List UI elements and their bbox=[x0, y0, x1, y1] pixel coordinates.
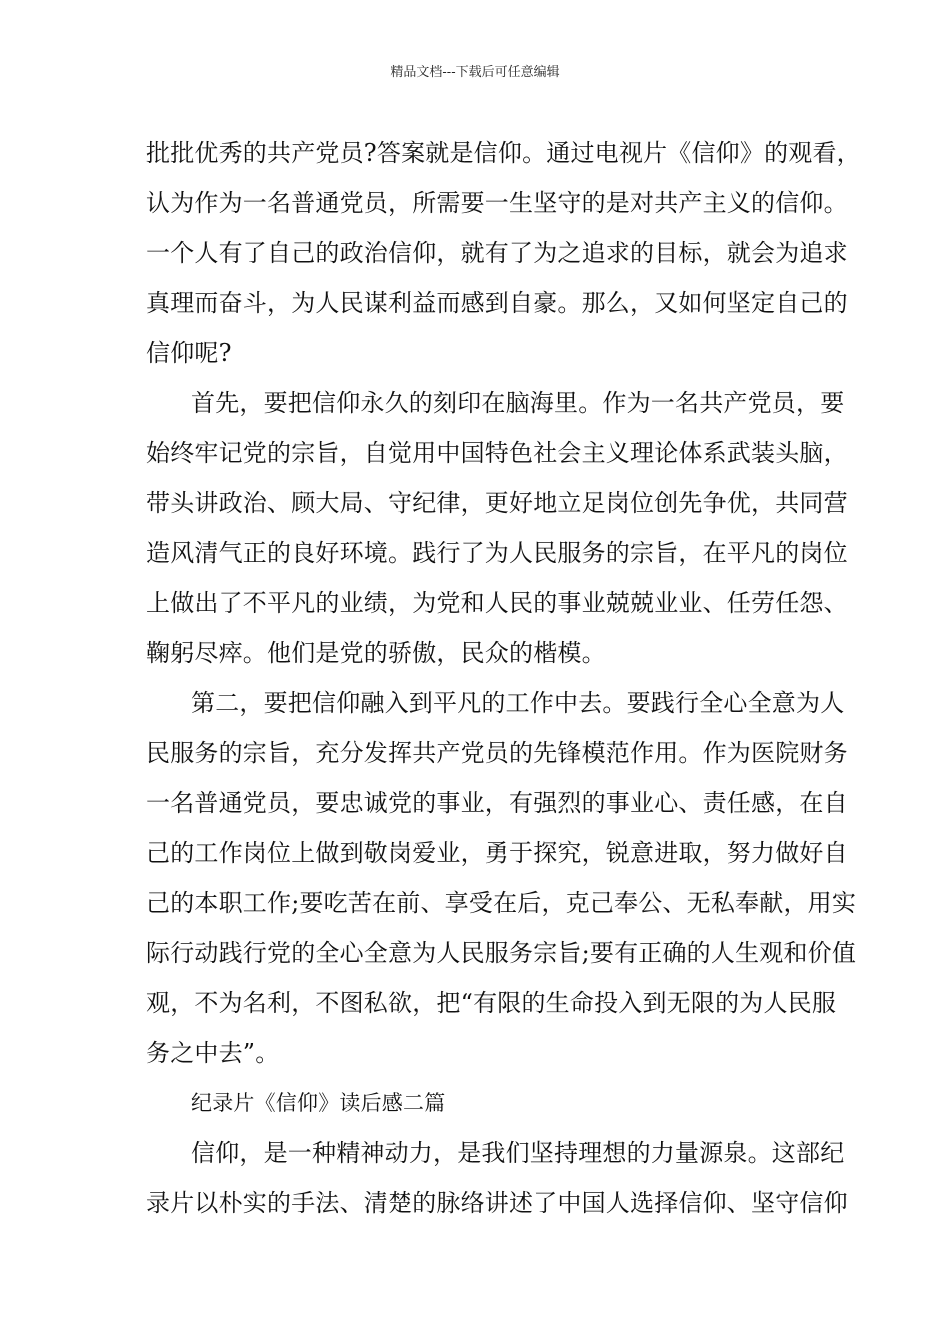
text-line: 信仰，是一种精神动力，是我们坚持理想的力量源泉。这部纪 bbox=[191, 1139, 845, 1167]
text-line: 一名普通党员，要忠诚党的事业，有强烈的事业心、责任感，在自 bbox=[146, 789, 848, 817]
text-line: 观，不为名利，不图私欲，把“有限的生命投入到无限的为人民服 bbox=[146, 989, 837, 1017]
text-line: 录片以朴实的手法、清楚的脉络讲述了中国人选择信仰、坚守信仰 bbox=[146, 1189, 848, 1217]
page-header: 精品文档---下载后可任意编辑 bbox=[390, 65, 560, 80]
paragraph-intro bbox=[146, 128, 861, 378]
text-line: 带头讲政治、顾大局、守纪律，更好地立足岗位创先争优，共同营 bbox=[146, 489, 848, 517]
text-line: 己的工作岗位上做到敬岗爱业，勇于探究，锐意进取，努力做好自 bbox=[146, 839, 848, 867]
text-line: 一个人有了自己的政治信仰，就有了为之追求的目标，就会为追求 bbox=[146, 239, 848, 267]
paragraph-second bbox=[146, 678, 857, 1078]
text-line: 信仰呢? bbox=[146, 339, 232, 367]
text-line: 民服务的宗旨，充分发挥共产党员的先锋模范作用。作为医院财务 bbox=[146, 739, 848, 767]
text-line: 认为作为一名普通党员，所需要一生坚守的是对共产主义的信仰。 bbox=[146, 189, 848, 217]
paragraph-faith bbox=[146, 1128, 848, 1228]
text-line: 真理而奋斗，为人民谋利益而感到自豪。那么，又如何坚定自己的 bbox=[146, 289, 848, 317]
text-line: 批批优秀的共产党员?答案就是信仰。通过电视片《信仰》的观看， bbox=[146, 139, 861, 167]
text-line: 始终牢记党的宗旨，自觉用中国特色社会主义理论体系武装头脑， bbox=[146, 439, 848, 467]
paragraph-first bbox=[146, 378, 848, 678]
section-heading bbox=[146, 1078, 808, 1128]
section-title: 纪录片《信仰》读后感二篇 bbox=[191, 1091, 446, 1115]
text-line: 务之中去”。 bbox=[146, 1039, 280, 1067]
text-line: 首先，要把信仰永久的刻印在脑海里。作为一名共产党员，要 bbox=[191, 389, 845, 417]
text-line: 鞠躬尽瘁。他们是党的骄傲，民众的楷模。 bbox=[146, 639, 606, 667]
text-line: 造风清气正的良好环境。践行了为人民服务的宗旨，在平凡的岗位 bbox=[146, 539, 848, 567]
text-line: 己的本职工作;要吃苦在前、享受在后，克己奉公、无私奉献，用实 bbox=[146, 889, 857, 917]
text-line: 第二，要把信仰融入到平凡的工作中去。要践行全心全意为人 bbox=[191, 689, 845, 717]
document-body bbox=[146, 128, 861, 1228]
text-line: 上做出了不平凡的业绩，为党和人民的事业兢兢业业、任劳任怨、 bbox=[146, 589, 848, 617]
text-line: 际行动践行党的全心全意为人民服务宗旨;要有正确的人生观和价值 bbox=[146, 939, 857, 967]
